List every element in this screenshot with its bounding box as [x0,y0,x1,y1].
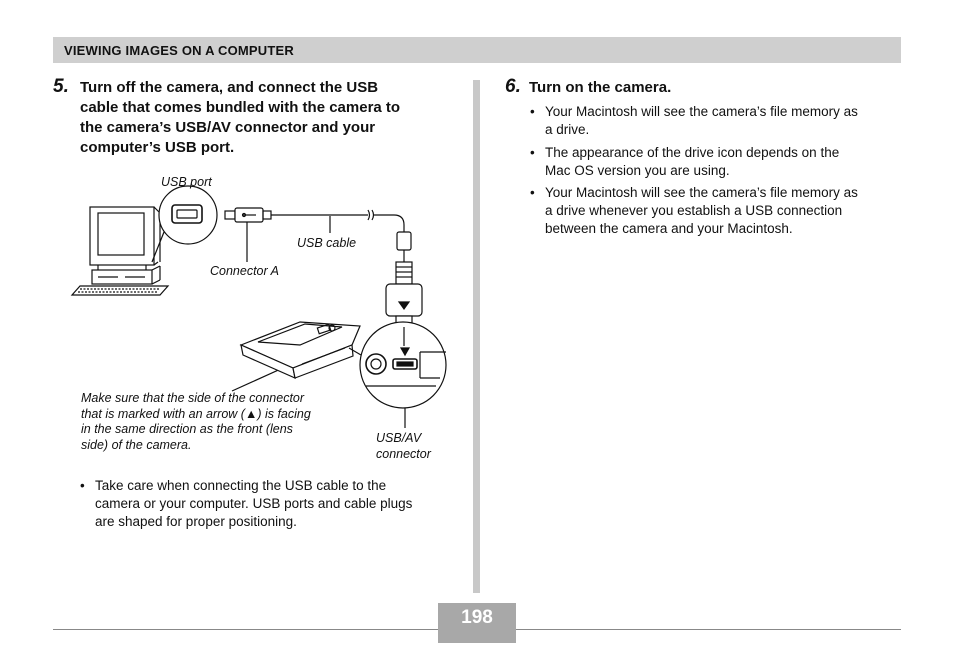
usb-av-connector-label [376,430,431,462]
bullet-dot: • [530,145,535,160]
camera-icon [241,322,360,378]
bullet-dot: • [530,104,535,119]
step-6-bullet [530,103,858,139]
bullet-line: are shaped for proper positioning. [95,514,297,529]
connector-a-icon [225,208,271,222]
usb-port-label: USB port [161,175,212,189]
keyboard-icon [72,286,168,295]
bullet-line: Take care when connecting the USB cable to the [95,478,387,493]
connector-a-label: Connector A [210,264,280,278]
bullet-line: The appearance of the drive icon depends on the [545,145,840,160]
computer-tower-icon [92,266,160,284]
step-5-line: cable that comes bundled with the camera to [80,99,401,116]
caution-line: that is marked with an arrow (▲) is facing [81,406,311,421]
page-number: 198 [461,607,493,628]
step-5-number: 5. [53,76,69,97]
step-5-line: Turn off the camera, and connect the USB [80,79,379,96]
bullet-dot: • [80,478,85,493]
section-title: VIEWING IMAGES ON A COMPUTER [64,43,294,58]
usb-av-plug-icon [386,262,422,326]
caution-line: side) of the camera. [81,437,192,452]
bullet-line: Your Macintosh will see the camera’s file memory as [545,185,858,200]
bullet-line: between the camera and your Macintosh. [545,221,793,236]
bullet-line: a drive whenever you establish a USB connection [545,203,843,218]
bullet-line: a drive. [545,122,590,137]
column-divider [473,80,480,593]
usb-av-label-line: connector [376,447,431,461]
monitor-icon [90,207,160,270]
usb-av-label-line: USB/AV [376,431,422,445]
caution-line: in the same direction as the front (lens [81,422,293,436]
bullet-line: Your Macintosh will see the camera’s file memory as [545,104,858,119]
bullet-line: camera or your computer. USB ports and cable plugs [95,496,413,511]
usb-cable-label: USB cable [297,236,357,250]
step-6-bullet [530,144,840,180]
bullet-line: Mac OS version you are using. [545,163,730,178]
bullet-dot: • [530,185,535,200]
step-6-bullet [530,184,858,238]
page-number-box [438,603,516,643]
step-5-line: the camera’s USB/AV connector and your [80,119,376,136]
step-5-line: computer’s USB port. [80,139,235,156]
step-6-title: Turn on the camera. [529,79,672,96]
step-5-bullet [80,477,413,531]
caution-line: Make sure that the side of the connector [81,391,305,405]
step-6-number: 6. [505,76,521,97]
caution-note [81,391,311,453]
